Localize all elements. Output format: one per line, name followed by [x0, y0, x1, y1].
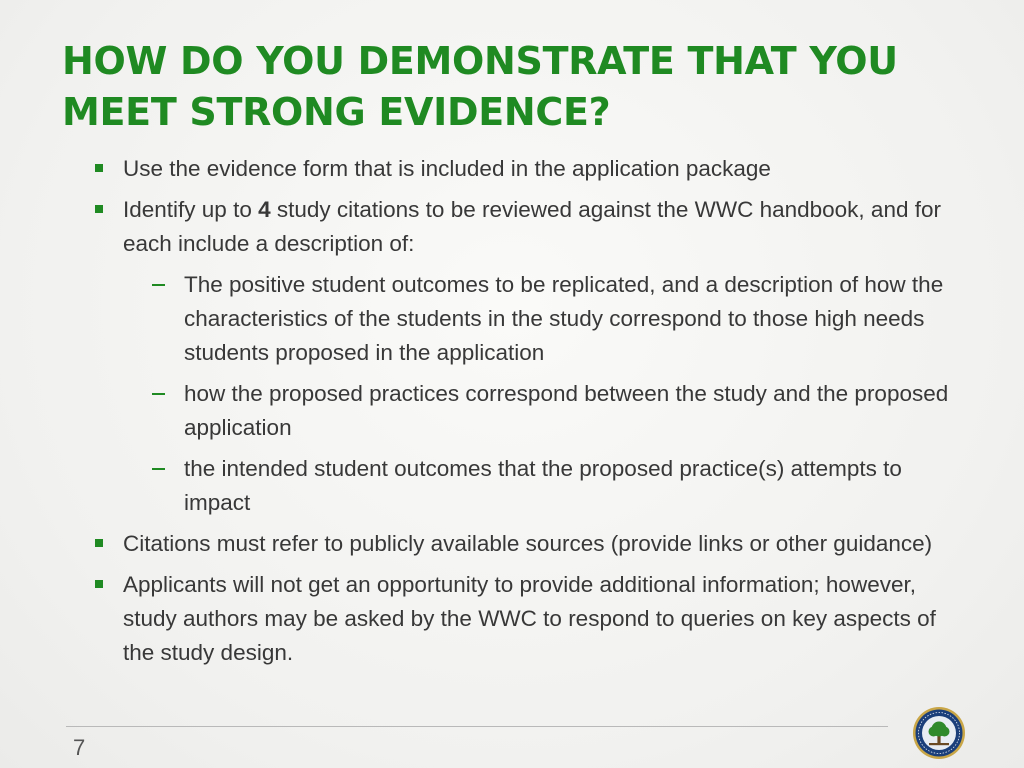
bullet-item	[92, 152, 972, 186]
sub-bullet-text: how the proposed practices correspond between the study and the proposed application	[184, 381, 949, 440]
bullet-text-part: study citations to be reviewed against the WWC handbook, and for each include a description of:	[123, 197, 941, 256]
square-bullet-icon	[95, 205, 103, 213]
square-bullet-icon	[95, 580, 103, 588]
square-bullet-icon	[95, 164, 103, 172]
dash-bullet-icon	[152, 393, 165, 395]
footer-divider	[66, 726, 888, 727]
dash-bullet-icon	[152, 284, 165, 286]
bullet-list	[92, 152, 972, 677]
page-number: 7	[73, 735, 86, 760]
department-seal-icon	[912, 706, 966, 760]
bullet-text-bold: 4	[258, 197, 271, 222]
bullet-item	[92, 568, 972, 670]
bullet-text: Use the evidence form that is included in the application package	[123, 156, 771, 181]
bullet-text-part: Identify up to	[123, 197, 259, 222]
bullet-text: Citations must refer to publicly available sources (provide links or other guidance)	[123, 531, 933, 556]
sub-bullet-item	[92, 268, 972, 370]
square-bullet-icon	[95, 539, 103, 547]
sub-bullet-text: the intended student outcomes that the proposed practice(s) attempts to impact	[184, 456, 902, 515]
dash-bullet-icon	[152, 468, 165, 470]
bullet-item	[92, 193, 972, 261]
bullet-text: Applicants will not get an opportunity to provide additional information; however, study authors may be asked by the WWC to respond to queries on key aspects of the study design.	[123, 572, 936, 665]
sub-bullet-item	[92, 452, 972, 520]
sub-bullet-item	[92, 377, 972, 445]
bullet-item	[92, 527, 972, 561]
sub-bullet-text: The positive student outcomes to be replicated, and a description of how the characteristics of the students in the study correspond to those high needs students proposed in the application	[184, 272, 944, 365]
slide-title: HOW DO YOU DEMONSTRATE THAT YOU MEET STRONG EVIDENCE?	[62, 39, 898, 134]
